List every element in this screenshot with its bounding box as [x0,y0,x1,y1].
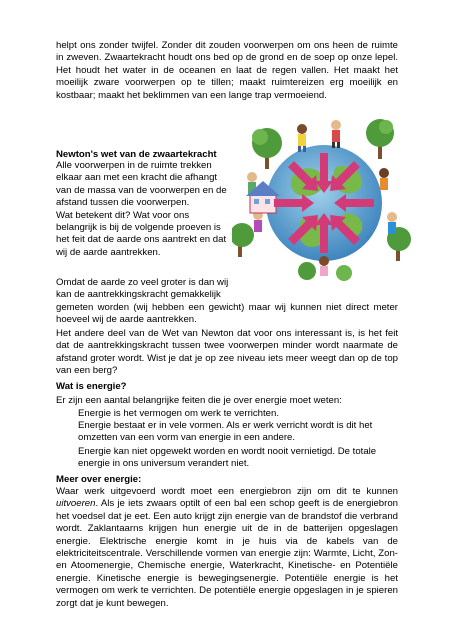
gravity-globe-illustration [232,115,414,283]
energy-intro: Er zijn een aantal belangrijke feiten die je over energie moet weten: [56,395,342,406]
newton-line: het feit dat de aarde ons aantrekt en dat [56,234,227,246]
newton-line: belangrijk is bij de volgende proeven is [56,222,221,234]
tree-icon [252,128,282,169]
energy-fact: Energie kan niet opgewekt worden en wordt nooit vernietigd. De totale energie in ons universum verandert niet. [78,446,377,470]
earth-size-continuation: gemeten worden (wij hebben een gewicht) maar wij kunnen niet direct meter hoeveel wij de aarde aantrekken. [56,302,398,326]
earth-size-line: kan de aantrekkingskracht gemakkelijk [56,289,221,301]
distance-paragraph: Het andere deel van de Wet van Newton dat voor ons interessant is, is het feit dat de aantrekkingskracht tussen twee voorwerpen minder wordt naarmate de afstand groter wordt. Wist je dat je op zee niveau iets meer weegt dan op de top van een berg? [56,328,398,377]
child-icon [387,212,397,234]
more-energy-text-b: . Als je iets zwaars optilt of een bal een schop geeft is de energiebron het voedsel dat je eet. Een auto krijgt zijn energie van de brandstof die verbrand wordt. Zaklantaarns krijgen hun energie uit de in de batterijen opgeslagen energie. Elektrische energie komt in je huis via de kabels van de elektriciteitscentrale. Verschillende vormen van energie zijn: Warmte, Licht, Zon- en Atoomenergie, Chemische energie, Waterkracht, Kinetische- en Potentiële energie. Kinetische energie is bewegingsenergie. Potentiële energie is het vermogen om werk te verrichten. De potentiële energie opgeslagen in je spieren zorgt dat je kunt bewegen. [56,498,398,609]
child-icon [297,124,307,152]
newton-line: elkaar aan met een kracht die afhangt [56,172,218,184]
more-energy-heading: Meer over energie: [56,474,142,485]
newton-paragraph [56,160,236,259]
tree-icon [366,119,394,159]
energy-heading: Wat is energie? [56,381,127,392]
energy-fact: Energie bestaat er in vele vormen. Als er werk verricht wordt is dit het omzetten van een vorm van energie in een andere. [78,420,373,444]
newton-line: Alle voorwerpen in de ruimte trekken [56,160,212,171]
intro-paragraph: helpt ons zonder twijfel. Zonder dit zouden voorwerpen om ons heen de ruimte in zweven. Zwaartekracht houdt ons bed op de grond en de soep op onze lepel. Het houdt het water in de oceanen en laat de regen vallen. Het maakt het moeilijk zware voorwerpen op te tillen; maakt ruimtereizen erg moeilijk en kostbaar; maakt het beklimmen van een lange trap vermoeiend. [56,40,398,101]
child-icon [379,168,389,190]
newton-line: afstand tussen die voorwerpen. [56,197,190,209]
newton-line: wij de aarde aantrekken. [56,246,161,258]
energy-fact: Energie is het vermogen om werk te verrichten. [78,408,280,419]
more-energy-text-italic: uitvoeren [56,498,96,510]
child-icon [331,120,341,148]
newton-line: Wat betekent dit? Wat voor ons [56,209,190,221]
more-energy-paragraph [56,486,398,610]
newton-line: van de massa van de voorwerpen en de [56,184,227,196]
newton-heading: Newton's wet van de zwaartekracht [56,149,217,160]
more-energy-text-a: Waar werk uitgevoerd wordt moet een energiebron zijn om dit te kunnen [56,486,398,497]
earth-size-line: Omdat de aarde zo veel groter is dan wij [56,277,229,288]
earth-size-lines [56,277,236,302]
child-icon [319,256,329,276]
